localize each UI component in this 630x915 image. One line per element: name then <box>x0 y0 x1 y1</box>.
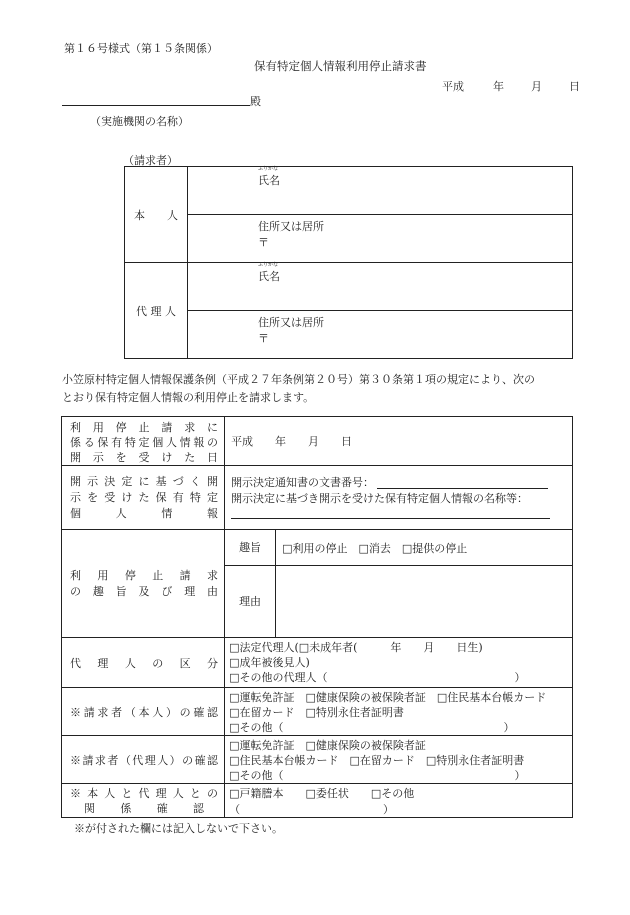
reason-value-cell[interactable] <box>276 566 573 638</box>
disclosure-label-line-2: 示 を 受 け た 保 有 特 定 <box>70 490 219 504</box>
self-confirm-label-cell <box>62 688 225 736</box>
addressee-caption: （実施機関の名称） <box>90 115 189 128</box>
purpose-sub-cell <box>225 530 276 566</box>
relation-label-cell <box>62 784 225 818</box>
self-name-label: 氏名 <box>258 174 280 187</box>
self-confirm-line-3: □その他（ ） <box>229 721 515 734</box>
purpose-options: □利用の停止 □消去 □提供の停止 <box>282 541 468 555</box>
self-confirm-line-2: □在留カード □特別永住者証明書 <box>229 706 404 719</box>
relation-label-line-1: ※ 本 人 と 代 理 人 と の <box>70 786 219 800</box>
requester-table <box>124 166 573 359</box>
agent-class-line-3: □その他の代理人（ ） <box>229 671 526 684</box>
self-name-cell[interactable] <box>188 167 573 215</box>
agent-class-line-2: □成年被後見人) <box>229 656 310 669</box>
self-furigana: ふりがな <box>258 166 279 172</box>
disclosure-doc-number-label: 開示決定通知書の文書番号： <box>231 476 375 489</box>
date-era: 平成 <box>442 80 464 93</box>
self-confirm-line-1: □運転免許証 □健康保険の被保険者証 □住民基本台帳カード <box>229 691 547 704</box>
agent-name-cell[interactable] <box>188 263 573 311</box>
form-number: 第１６号様式（第１５条関係） <box>64 42 218 55</box>
agent-name-label: 氏名 <box>258 270 280 283</box>
reason-sub-cell <box>225 566 276 638</box>
agent-confirm-label: ※請求者（代理人）の確認 <box>70 753 219 767</box>
reason-sub-label: 理由 <box>239 594 262 608</box>
purpose-options-cell[interactable] <box>276 530 573 566</box>
agent-address-cell[interactable] <box>188 311 573 359</box>
relation-options: □戸籍謄本 □委任状 □その他（ ） <box>229 786 415 816</box>
agent-confirm-label-cell <box>62 736 225 784</box>
date-year-label: 年 <box>493 80 504 93</box>
agent-label-cell <box>125 263 188 359</box>
date-day-label: 日 <box>569 80 580 93</box>
date-label-line-3: 開 示 を 受 け た 日 <box>70 451 219 464</box>
self-address-label: 住所又は居所 <box>258 220 324 233</box>
agent-label: 代 理 人 <box>136 304 176 318</box>
addressee-suffix: 殿 <box>250 95 261 108</box>
agent-class-line-1: □法定代理人(□未成年者( 年 月 日生) <box>229 641 483 654</box>
agent-postal-mark: 〒 <box>258 332 269 345</box>
agent-confirm-line-3: □その他（ ） <box>229 769 526 782</box>
date-value: 平成 年 月 日 <box>231 435 353 448</box>
request-date <box>442 78 580 94</box>
agent-confirm-line-2: □住民基本台帳カード □在留カード □特別永住者証明書 <box>229 754 525 767</box>
agent-confirm-line-1: □運転免許証 □健康保険の被保険者証 <box>229 739 426 752</box>
purpose-label-cell <box>62 530 225 638</box>
agent-confirm-options-cell[interactable] <box>225 736 573 784</box>
statement-line-2: とおり保有特定個人情報の利用停止を請求します。 <box>62 391 315 404</box>
document-title: 保有特定個人情報利用停止請求書 <box>254 59 427 73</box>
agent-furigana: ふりがな <box>258 262 279 268</box>
disclosure-doc-number-line[interactable] <box>377 488 548 489</box>
disclosure-value-cell[interactable] <box>225 466 573 530</box>
purpose-label-line-2: の 趣 旨 及 び 理 由 <box>70 584 219 598</box>
disclosure-info-name-label: 開示決定に基づき開示を受けた保有特定個人情報の名称等： <box>231 492 529 505</box>
date-label-cell <box>62 417 225 466</box>
footnote: ※が付された欄には記入しないで下さい。 <box>74 822 283 835</box>
agent-address-label: 住所又は居所 <box>258 316 324 329</box>
disclosure-label-cell <box>62 466 225 530</box>
self-address-cell[interactable] <box>188 215 573 263</box>
request-details-table <box>61 416 573 818</box>
agent-class-options-cell[interactable] <box>225 638 573 688</box>
purpose-sub-label: 趣旨 <box>239 540 262 554</box>
disclosure-label-line-1: 開 示 決 定 に 基 づ く 開 <box>70 474 219 488</box>
self-confirm-options-cell[interactable] <box>225 688 573 736</box>
disclosure-info-name-line[interactable] <box>231 518 550 519</box>
self-label: 本 人 <box>134 208 178 222</box>
date-month-label: 月 <box>531 80 542 93</box>
relation-label-line-2: 関 係 確 認 <box>84 801 205 815</box>
self-label-cell <box>125 167 188 263</box>
self-confirm-label: ※請求者（本人）の確認 <box>70 705 219 719</box>
requester-caption: （請求者） <box>123 154 178 167</box>
addressee-line[interactable] <box>62 105 250 106</box>
agent-class-label-cell <box>62 638 225 688</box>
date-value-cell[interactable] <box>225 417 573 466</box>
date-label-line-2: 係る保有特定個人情報の <box>70 436 219 449</box>
disclosure-label-line-3: 個 人 情 報 <box>70 506 219 520</box>
agent-class-label: 代 理 人 の 区 分 <box>70 656 219 670</box>
relation-options-cell[interactable] <box>225 784 573 818</box>
self-postal-mark: 〒 <box>258 236 269 249</box>
purpose-label-line-1: 利 用 停 止 請 求 <box>70 568 219 582</box>
date-label-line-1: 利 用 停 止 請 求 に <box>70 421 219 434</box>
statement-line-1: 小笠原村特定個人情報保護条例（平成２７年条例第２０号）第３０条第１項の規定により、次の <box>62 373 535 386</box>
